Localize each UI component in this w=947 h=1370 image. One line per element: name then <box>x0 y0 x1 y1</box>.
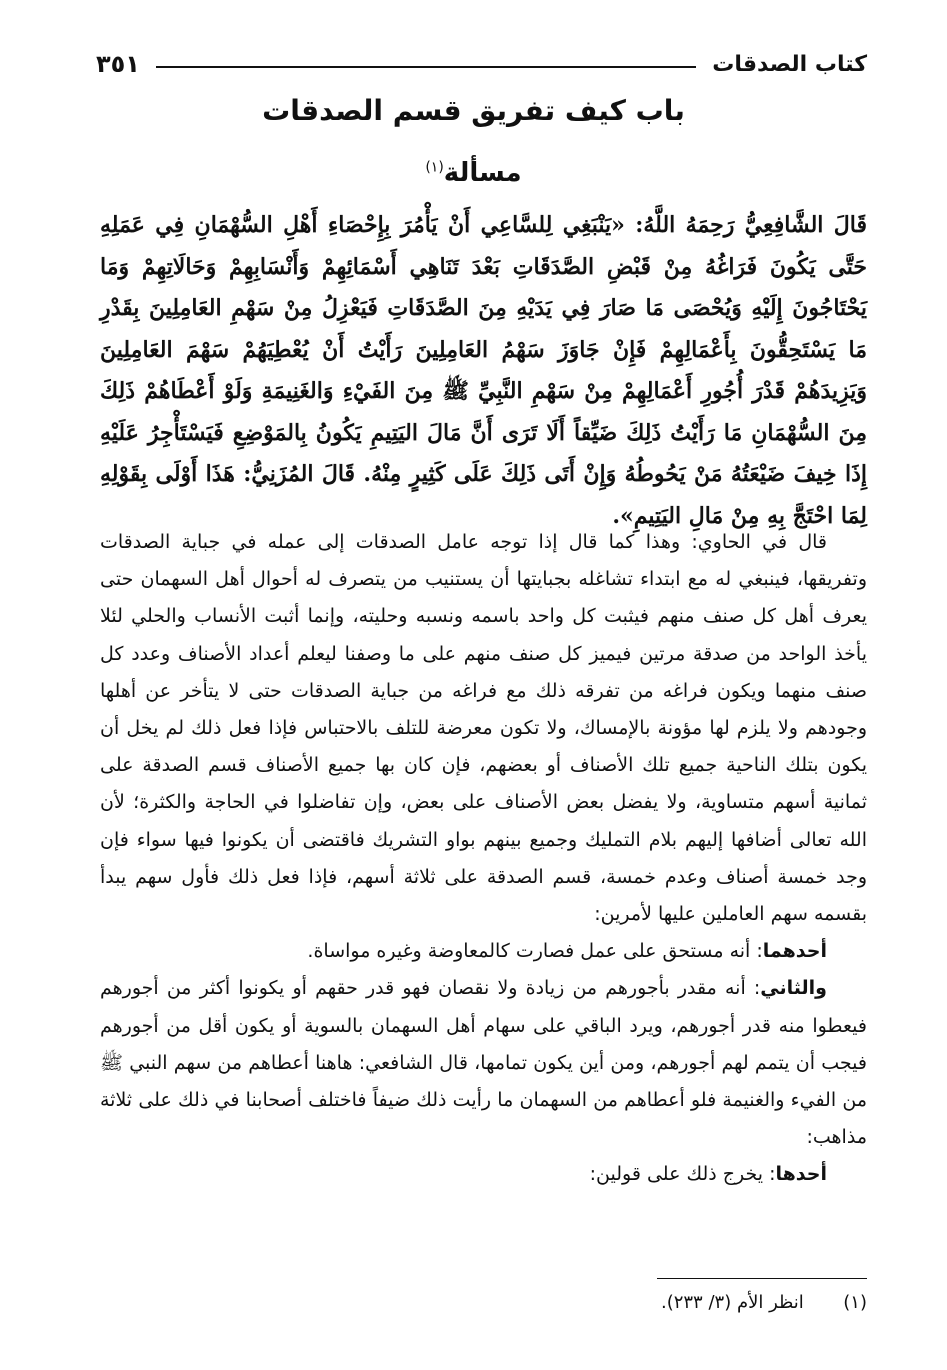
second-text: : أنه مقدر بأجورهم من زيادة ولا نقصان فهو قدر حقهم أو يكونوا أكثر من أجورهم فيعطوا منه قدر أجورهم، ويرد الباقي على سهام أهل السهمان بالسوية أو يكون أقل من أجورهم فيجب أن يتمم لهم أجورهم، ومن أين يكون تمامها، قال الشافعي: هاهنا أعطاهم من سهم النبي ﷺ من الفيء والغنيمة فلو أعطاهم من السهمان ما رأيت ذلك ضيفاً فاختلف أصحابنا في ذلك على ثلاثة مذاهب: <box>100 977 867 1149</box>
commentary-intro: قال في الحاوي: وهذا كما قال إذا توجه عامل الصدقات إلى عمله في جباية الصدقات وتفريقها، فينبغي له مع ابتداء تشاغله بجبايتها أن يستنيب من يتصرف له أحوال أهل السهمان حتى يعرف أهل كل صنف منهم فيثبت كل واحد باسمه ونسبه وحليته، وإنما أثبت الأنساب والحلي لئلا يأخذ الواحد من صدقة مرتين فيميز كل صنف منهم على ما وصفنا ليعلم أعداد الأصناف وعدد كل صنف منهما ويكون فراغه من تفرقه ذلك مع فراغه من جباية الصدقات حتى لا يتأخر عن أهلها وجودهم ولا يلزم لها مؤونة بالإمساك، ولا تكون معرضة للتلف بالاحتباس فإذا فعل ذلك لم يخل أن يكون بتلك الناحية جميع تلك الأصناف أو بعضهم، فإن كان بها جميع الأصناف قسم الصدقة على ثمانية أسهم متساوية، ولا يفضل بعض الأصناف على بعض، وإن تفاضلوا في الحاجة والكثرة؛ لأن الله تعالى أضافها إليهم بلام التمليك وجميع بينهم بواو التشريك فاقتضى أن يكونوا فيها سواء فإن وجد خمسة أصناف وعدم خمسة، قسم الصدقة على ثلاثة أسهم، فإذا فعل ذلك فأول سهم يبدأ بقسمه سهم العاملين عليها لأمرين: <box>100 531 867 926</box>
book-title: كتاب الصدقات <box>712 51 867 77</box>
first-text: : أنه مستحق على عمل فصارت كالمعاوضة وغيره مواساة. <box>307 940 763 963</box>
issue-title: مسألة <box>443 158 522 188</box>
commentary-second-reason <box>100 970 867 1156</box>
second-label: والثاني <box>760 977 827 1000</box>
footnote-text: انظر الأم (٣/ ٢٣٣). <box>660 1292 804 1313</box>
footnote-rule <box>657 1278 867 1279</box>
issue-note-ref: (١) <box>425 159 444 176</box>
chapter-title: باب كيف تفريق قسم الصدقات <box>262 94 685 127</box>
commentary-first-reason <box>100 933 867 970</box>
footnote <box>100 1292 867 1313</box>
running-header <box>96 44 867 84</box>
footnote-number: (١) <box>843 1292 867 1313</box>
commentary <box>100 524 867 1194</box>
page-number: ٣٥١ <box>96 50 140 78</box>
third-text: : يخرج ذلك على قولين: <box>589 1163 776 1186</box>
third-label: أحدها <box>775 1163 827 1186</box>
issue-heading <box>0 158 947 188</box>
main-text-matn: قَالَ الشَّافِعِيُّ رَحِمَهُ اللَّهُ: «يَنْبَغِي لِلسَّاعِي أَنْ يَأْمُرَ بِإِحْصَاءِ أَهْلِ السُّهْمَانِ فِي عَمَلِهِ حَتَّى يَكُونَ فَرَاغُهُ مِنْ قَبْضِ الصَّدَقَاتِ بَعْدَ تَنَاهِي أَسْمَائِهِمْ وَأَنْسَابِهِمْ وَحَالَاتِهِمْ وَمَا يَحْتَاجُونَ إِلَيْهِ وَيُحْصَى مَا صَارَ فِي يَدَيْهِ مِنَ الصَّدَقَاتِ فَيَعْزِلُ مِنْ سَهْمِ العَامِلِينَ بِقَدْرِ مَا يَسْتَحِقُّونَ بِأَعْمَالِهِمْ فَإِنْ جَاوَزَ سَهْمُ العَامِلِينَ رَأَيْتُ أَنْ يُعْطِيَهُمْ سَهْمَ العَامِلِينَ وَيَزِيدَهُمْ قَدْرَ أُجُورِ أَعْمَالِهِمْ مِنْ سَهْمِ النَّبِيِّ ﷺ مِنَ الفَيْءِ وَالغَنِيمَةِ وَلَوْ أَعْطَاهُمْ ذَلِكَ مِنَ السُّهْمَانِ مَا رَأَيْتُ ذَلِكَ ضَيِّقاً أَلَا تَرَى أَنَّ مَالَ اليَتِيمِ يَكُونُ بِالمَوْضِعِ فَيَسْتَأْجِرُ عَلَيْهِ إِذَا خِيفَ ضَيْعَتُهُ مَنْ يَحُوطُهُ وَإِنْ أَتَى ذَلِكَ عَلَى كَثِيرٍ مِنْهُ. قَالَ المُزَنِيُّ: هَذَا أَوْلَى بِقَوْلِهِ لِمَا احْتَجَّ بِهِ مِنْ مَالِ اليَتِيمِ». <box>100 212 868 529</box>
first-label: أحدهما <box>762 940 827 963</box>
commentary-first-opinion <box>100 1156 867 1193</box>
header-rule <box>156 66 696 68</box>
footnote-area <box>100 1268 867 1328</box>
